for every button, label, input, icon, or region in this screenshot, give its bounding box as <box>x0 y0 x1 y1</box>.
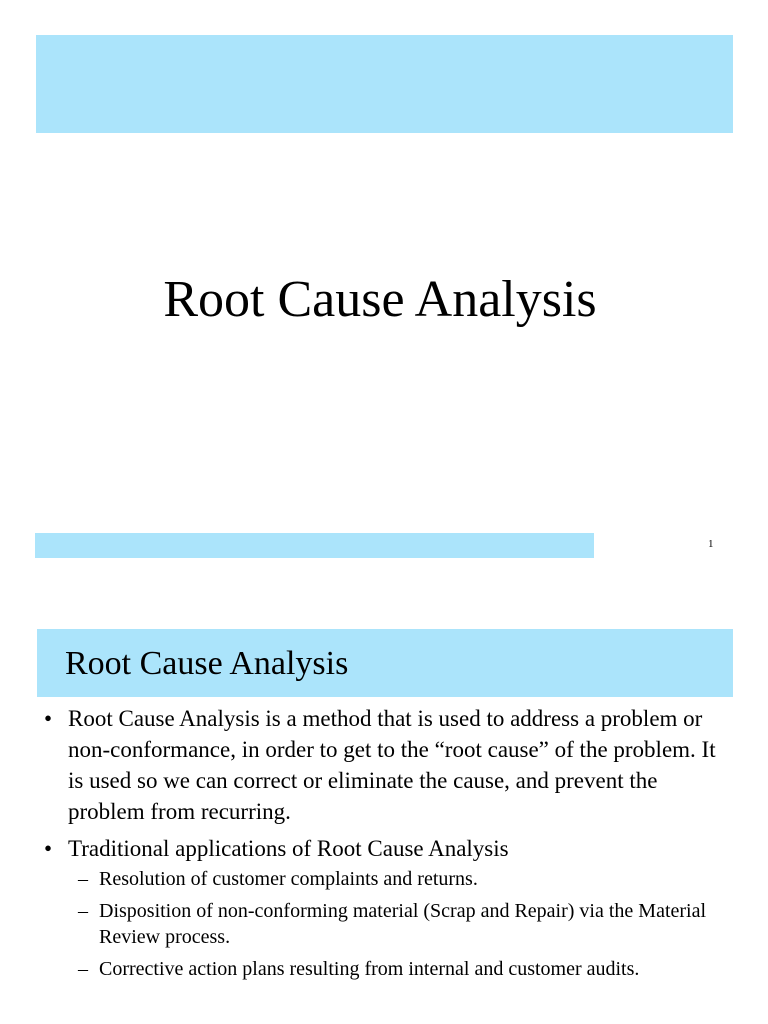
sub-bullet-text: Resolution of customer complaints and returns. <box>99 868 478 890</box>
slide1-bottom-band <box>35 533 594 558</box>
sub-bullet-list <box>78 866 734 982</box>
sub-bullet-marker: – <box>78 958 88 980</box>
bullet-item <box>44 703 734 827</box>
sub-bullet-item <box>78 956 734 982</box>
sub-bullet-item <box>78 866 734 892</box>
sub-bullet-text: Corrective action plans resulting from internal and customer audits. <box>99 958 640 980</box>
sub-bullet-item <box>78 898 734 950</box>
bullet-text: Traditional applications of Root Cause Analysis <box>68 836 509 861</box>
sub-bullet-text: Disposition of non-conforming material (Scrap and Repair) via the Material Review process. <box>99 900 707 948</box>
slide2-title: Root Cause Analysis <box>65 645 349 682</box>
sub-bullet-marker: – <box>78 868 88 890</box>
bullet-marker: • <box>44 706 53 731</box>
bullet-text: Root Cause Analysis is a method that is used to address a problem or non-conformance, in order to get to the “root cause” of the problem. It is used so we can correct or eliminate the cause, and prevent the problem from recurring. <box>68 706 716 824</box>
sub-bullet-marker: – <box>78 900 88 922</box>
bullet-marker: • <box>44 836 53 861</box>
page-number: 1 <box>708 538 714 550</box>
bullet-item <box>44 833 734 982</box>
slide1-top-band <box>36 35 733 133</box>
slide1-title: Root Cause Analysis <box>163 271 597 328</box>
bullet-list <box>44 703 734 988</box>
